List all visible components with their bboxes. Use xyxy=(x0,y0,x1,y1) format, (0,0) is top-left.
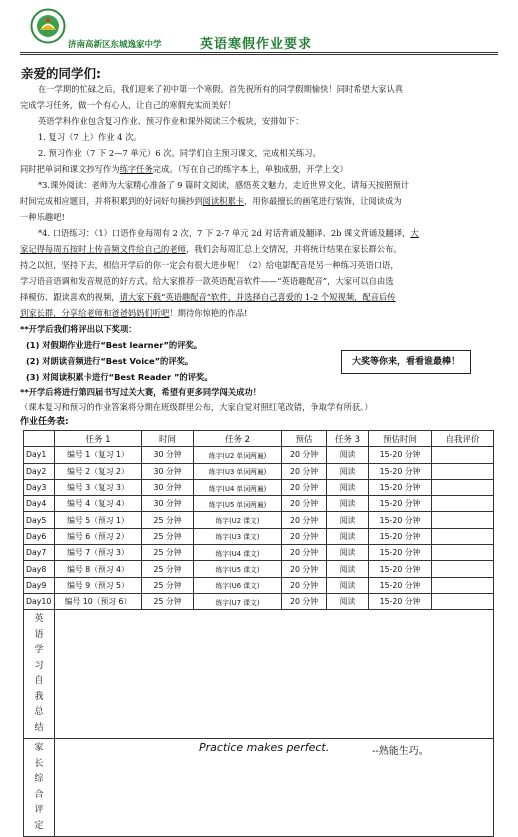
self-evaluation-cell[interactable] xyxy=(432,496,494,512)
greeting: 亲爱的同学们: xyxy=(21,66,101,81)
summary-text: 英语学习自我总结 xyxy=(34,614,44,733)
day-cell: Day7 xyxy=(24,545,55,561)
underlined-text: 家记得每周五按时上传音频文件给自己的老师 xyxy=(20,244,186,254)
parent-text: 家长综合评定 xyxy=(34,743,44,831)
day-cell: Day2 xyxy=(24,463,55,479)
table-row xyxy=(24,577,494,593)
paragraph-overview: 英语学科作业包含复习作业、预习作业和课外阅读三个板块，安排如下： xyxy=(38,116,304,126)
self-evaluation-cell[interactable] xyxy=(432,561,494,577)
task2-cell: 练字(U5 单词两遍) xyxy=(194,496,282,512)
underlined-text: 阅读积累卡 xyxy=(202,196,245,206)
day-cell: Day10 xyxy=(24,593,55,609)
document-title: 英语寒假作业要求 xyxy=(200,37,313,52)
estimate-time-cell: 15-20 分钟 xyxy=(369,447,432,463)
table-row xyxy=(24,512,494,528)
school-logo xyxy=(30,8,66,44)
table-title: 作业任务表: xyxy=(20,417,69,427)
item-preview: 2. 预习作业（7 下 2—7 单元）6 次。同学们自主预习课文，完成相关练习。 xyxy=(38,148,321,158)
task2-cell: 练字(U3 单词两遍) xyxy=(194,463,282,479)
table-row xyxy=(24,545,494,561)
text: 完成。（写在自己的练字本上，单独成册，开学上交） xyxy=(152,164,348,174)
oral-line-3: 持之以恒，坚持下去，相信开学后的你一定会有很大进步呢！（2）给电影配音是另一种练习英语口语， xyxy=(20,260,399,270)
paragraph-intro-1: 在一学期的忙碌之后，我们迎来了初中第一个寒假。首先祝所有的同学假期愉快！同时希望大家认真 xyxy=(38,84,404,94)
day-cell: Day8 xyxy=(24,561,55,577)
estimate-time-cell: 15-20 分钟 xyxy=(369,512,432,528)
task3-cell: 阅读 xyxy=(327,577,369,593)
answers-note: （课本复习和预习的作业答案将分期在班级群里公布，大家自觉对照红笔改错，争取学有所获。） xyxy=(20,402,373,412)
motto-chinese: --熟能生巧。 xyxy=(372,746,429,757)
text: 同时把单词和课文抄写作为 xyxy=(20,164,120,174)
paragraph-intro-2: 完成学习任务，做一个有心人，让自己的寒假充实而美好！ xyxy=(20,100,236,110)
self-evaluation-cell[interactable] xyxy=(432,577,494,593)
award-best-reader: (3) 对阅读积累卡进行“Best Reader ”的评奖。 xyxy=(26,372,213,382)
time-cell: 30 分钟 xyxy=(142,463,194,479)
self-evaluation-cell[interactable] xyxy=(432,479,494,495)
summary-row xyxy=(24,610,494,739)
time-cell: 25 分钟 xyxy=(142,512,194,528)
header-cell: 任务 2 xyxy=(194,431,282,447)
table-row xyxy=(24,561,494,577)
table-row xyxy=(24,593,494,609)
task1-cell: 编号 8（预习 4） xyxy=(55,561,142,577)
header-cell: 任务 1 xyxy=(55,431,142,447)
estimate-time-cell: 15-20 分钟 xyxy=(369,463,432,479)
task2-cell: 练字(U6 课文) xyxy=(194,577,282,593)
estimate-cell: 20 分钟 xyxy=(282,561,327,577)
estimate-cell: 20 分钟 xyxy=(282,447,327,463)
self-evaluation-cell[interactable] xyxy=(432,545,494,561)
oral-line-5 xyxy=(20,290,500,306)
self-evaluation-cell[interactable] xyxy=(432,593,494,609)
self-evaluation-cell[interactable] xyxy=(432,447,494,463)
task1-cell: 编号 3（复习 3） xyxy=(55,479,142,495)
header-cell: 自我评价 xyxy=(432,431,494,447)
task1-cell: 编号 4（复习 4） xyxy=(55,496,142,512)
motto: Practice makes perfect. xyxy=(199,741,330,754)
header-cell: 预估 xyxy=(282,431,327,447)
parent-label xyxy=(24,739,55,837)
writing-contest-note: **开学后将进行第四届书写过关大赛，希望有更多同学闯关成功！ xyxy=(20,387,261,397)
time-cell: 25 分钟 xyxy=(142,577,194,593)
school-name: 济南高新区东城逸家中学 xyxy=(68,40,162,50)
task1-cell: 编号 9（预习 5） xyxy=(55,577,142,593)
task3-cell: 阅读 xyxy=(327,496,369,512)
task2-cell: 练字(U2 单词两遍) xyxy=(194,447,282,463)
table-row xyxy=(24,496,494,512)
estimate-cell: 20 分钟 xyxy=(282,479,327,495)
header-rule xyxy=(20,52,498,53)
oral-line-1 xyxy=(38,226,518,242)
time-cell: 25 分钟 xyxy=(142,593,194,609)
task1-cell: 编号 7（预习 3） xyxy=(55,545,142,561)
task3-cell: 阅读 xyxy=(327,512,369,528)
task2-cell: 练字(U3 课文) xyxy=(194,528,282,544)
line-handwriting xyxy=(20,162,500,178)
item-review: 1. 复习（7 上）作业 4 次。 xyxy=(38,132,142,142)
time-cell: 30 分钟 xyxy=(142,479,194,495)
estimate-time-cell: 15-20 分钟 xyxy=(369,528,432,544)
task2-cell: 练字(U5 课文) xyxy=(194,561,282,577)
reading-line-1: *3.课外阅读：老师为大家精心准备了 9 篇时文阅读，感悟英文魅力，走近世界文化，请每天按照预计 xyxy=(38,180,410,190)
underlined-text: 到家长群，分享给老师和爸爸妈妈们听吧 xyxy=(20,308,170,318)
text: *4. 口语练习：（1）口语作业每周有 2 次，7 下 2-7 单元 2d 对话背诵及翻译、2b 课文背诵及翻译， xyxy=(38,228,411,238)
task1-cell: 编号 2（复习 2） xyxy=(55,463,142,479)
oral-line-2 xyxy=(20,242,500,258)
task2-cell: 练字(U4 单词两遍) xyxy=(194,479,282,495)
header-rule-thin xyxy=(20,54,498,55)
day-cell: Day6 xyxy=(24,528,55,544)
underlined-text: 练字任务 xyxy=(119,164,153,174)
task3-cell: 阅读 xyxy=(327,528,369,544)
day-cell: Day9 xyxy=(24,577,55,593)
summary-label xyxy=(24,610,55,739)
task3-cell: 阅读 xyxy=(327,561,369,577)
estimate-time-cell: 15-20 分钟 xyxy=(369,545,432,561)
table-row xyxy=(24,528,494,544)
estimate-time-cell: 15-20 分钟 xyxy=(369,577,432,593)
award-slogan-box: 大奖等你来，看看谁最棒！ xyxy=(341,350,471,374)
text: 择模仿、跟读喜欢的视频， xyxy=(20,292,120,302)
time-cell: 25 分钟 xyxy=(142,561,194,577)
time-cell: 25 分钟 xyxy=(142,528,194,544)
self-evaluation-cell[interactable] xyxy=(432,528,494,544)
time-cell: 25 分钟 xyxy=(142,545,194,561)
text: 时间完成相应题目，并将积累到的好词好句摘抄到 xyxy=(20,196,203,206)
estimate-time-cell: 15-20 分钟 xyxy=(369,593,432,609)
task3-cell: 阅读 xyxy=(327,463,369,479)
reading-line-3: 一种乐趣吧! xyxy=(20,212,65,222)
self-evaluation-cell[interactable] xyxy=(432,463,494,479)
time-cell: 30 分钟 xyxy=(142,447,194,463)
estimate-time-cell: 15-20 分钟 xyxy=(369,561,432,577)
table-row xyxy=(24,447,494,463)
header-cell: 时间 xyxy=(142,431,194,447)
task3-cell: 阅读 xyxy=(327,447,369,463)
table-row xyxy=(24,479,494,495)
estimate-cell: 20 分钟 xyxy=(282,528,327,544)
estimate-cell: 20 分钟 xyxy=(282,512,327,528)
day-cell: Day4 xyxy=(24,496,55,512)
estimate-time-cell: 15-20 分钟 xyxy=(369,496,432,512)
task-table xyxy=(23,430,494,837)
header-cell: 任务 3 xyxy=(327,431,369,447)
task1-cell: 编号 5（预习 1） xyxy=(55,512,142,528)
header-cell: 预估时间 xyxy=(369,431,432,447)
summary-input-area[interactable] xyxy=(55,610,494,739)
awards-intro: **开学后我们将评出以下奖项： xyxy=(20,324,137,334)
estimate-cell: 20 分钟 xyxy=(282,463,327,479)
time-cell: 30 分钟 xyxy=(142,496,194,512)
task3-cell: 阅读 xyxy=(327,593,369,609)
day-cell: Day1 xyxy=(24,447,55,463)
estimate-cell: 20 分钟 xyxy=(282,496,327,512)
oral-line-4: 学习语音语调和发音规范的好方式。给大家推荐一款英语配音软件——“英语趣配音”，大家可以自由选 xyxy=(20,276,394,286)
table-header-row xyxy=(24,431,494,447)
task2-cell: 练字(U4 课文) xyxy=(194,545,282,561)
award-best-voice: (2) 对朗读音频进行“Best Voice”的评奖。 xyxy=(26,356,194,366)
header-cell xyxy=(24,431,55,447)
self-evaluation-cell[interactable] xyxy=(432,512,494,528)
task2-cell: 练字(U7 课文) xyxy=(194,593,282,609)
task3-cell: 阅读 xyxy=(327,545,369,561)
task3-cell: 阅读 xyxy=(327,479,369,495)
oral-line-6 xyxy=(20,306,500,322)
estimate-cell: 20 分钟 xyxy=(282,593,327,609)
text: ，我们会每周汇总上交情况，并将统计结果在家长群公布。 xyxy=(185,244,402,254)
estimate-time-cell: 15-20 分钟 xyxy=(369,479,432,495)
day-cell: Day5 xyxy=(24,512,55,528)
estimate-cell: 20 分钟 xyxy=(282,577,327,593)
task1-cell: 编号 6（预习 2） xyxy=(55,528,142,544)
text: ！期待你惊艳的作品! xyxy=(169,308,248,318)
text: ，用你最擅长的画笔进行装饰，让阅读成为 xyxy=(244,196,402,206)
day-cell: Day3 xyxy=(24,479,55,495)
task2-cell: 练字(U2 课文) xyxy=(194,512,282,528)
estimate-cell: 20 分钟 xyxy=(282,545,327,561)
task1-cell: 编号 1（复习 1） xyxy=(55,447,142,463)
table-row xyxy=(24,463,494,479)
underlined-text: 请大家下载“英语趣配音”软件，并选择自己喜爱的 1-2 个短视频，配音后传 xyxy=(119,292,396,302)
task1-cell: 编号 10（预习 6） xyxy=(55,593,142,609)
underlined-text: 大 xyxy=(410,228,419,238)
reading-line-2 xyxy=(20,194,500,210)
award-best-learner: (1) 对假期作业进行“Best learner”的评奖。 xyxy=(26,340,203,350)
